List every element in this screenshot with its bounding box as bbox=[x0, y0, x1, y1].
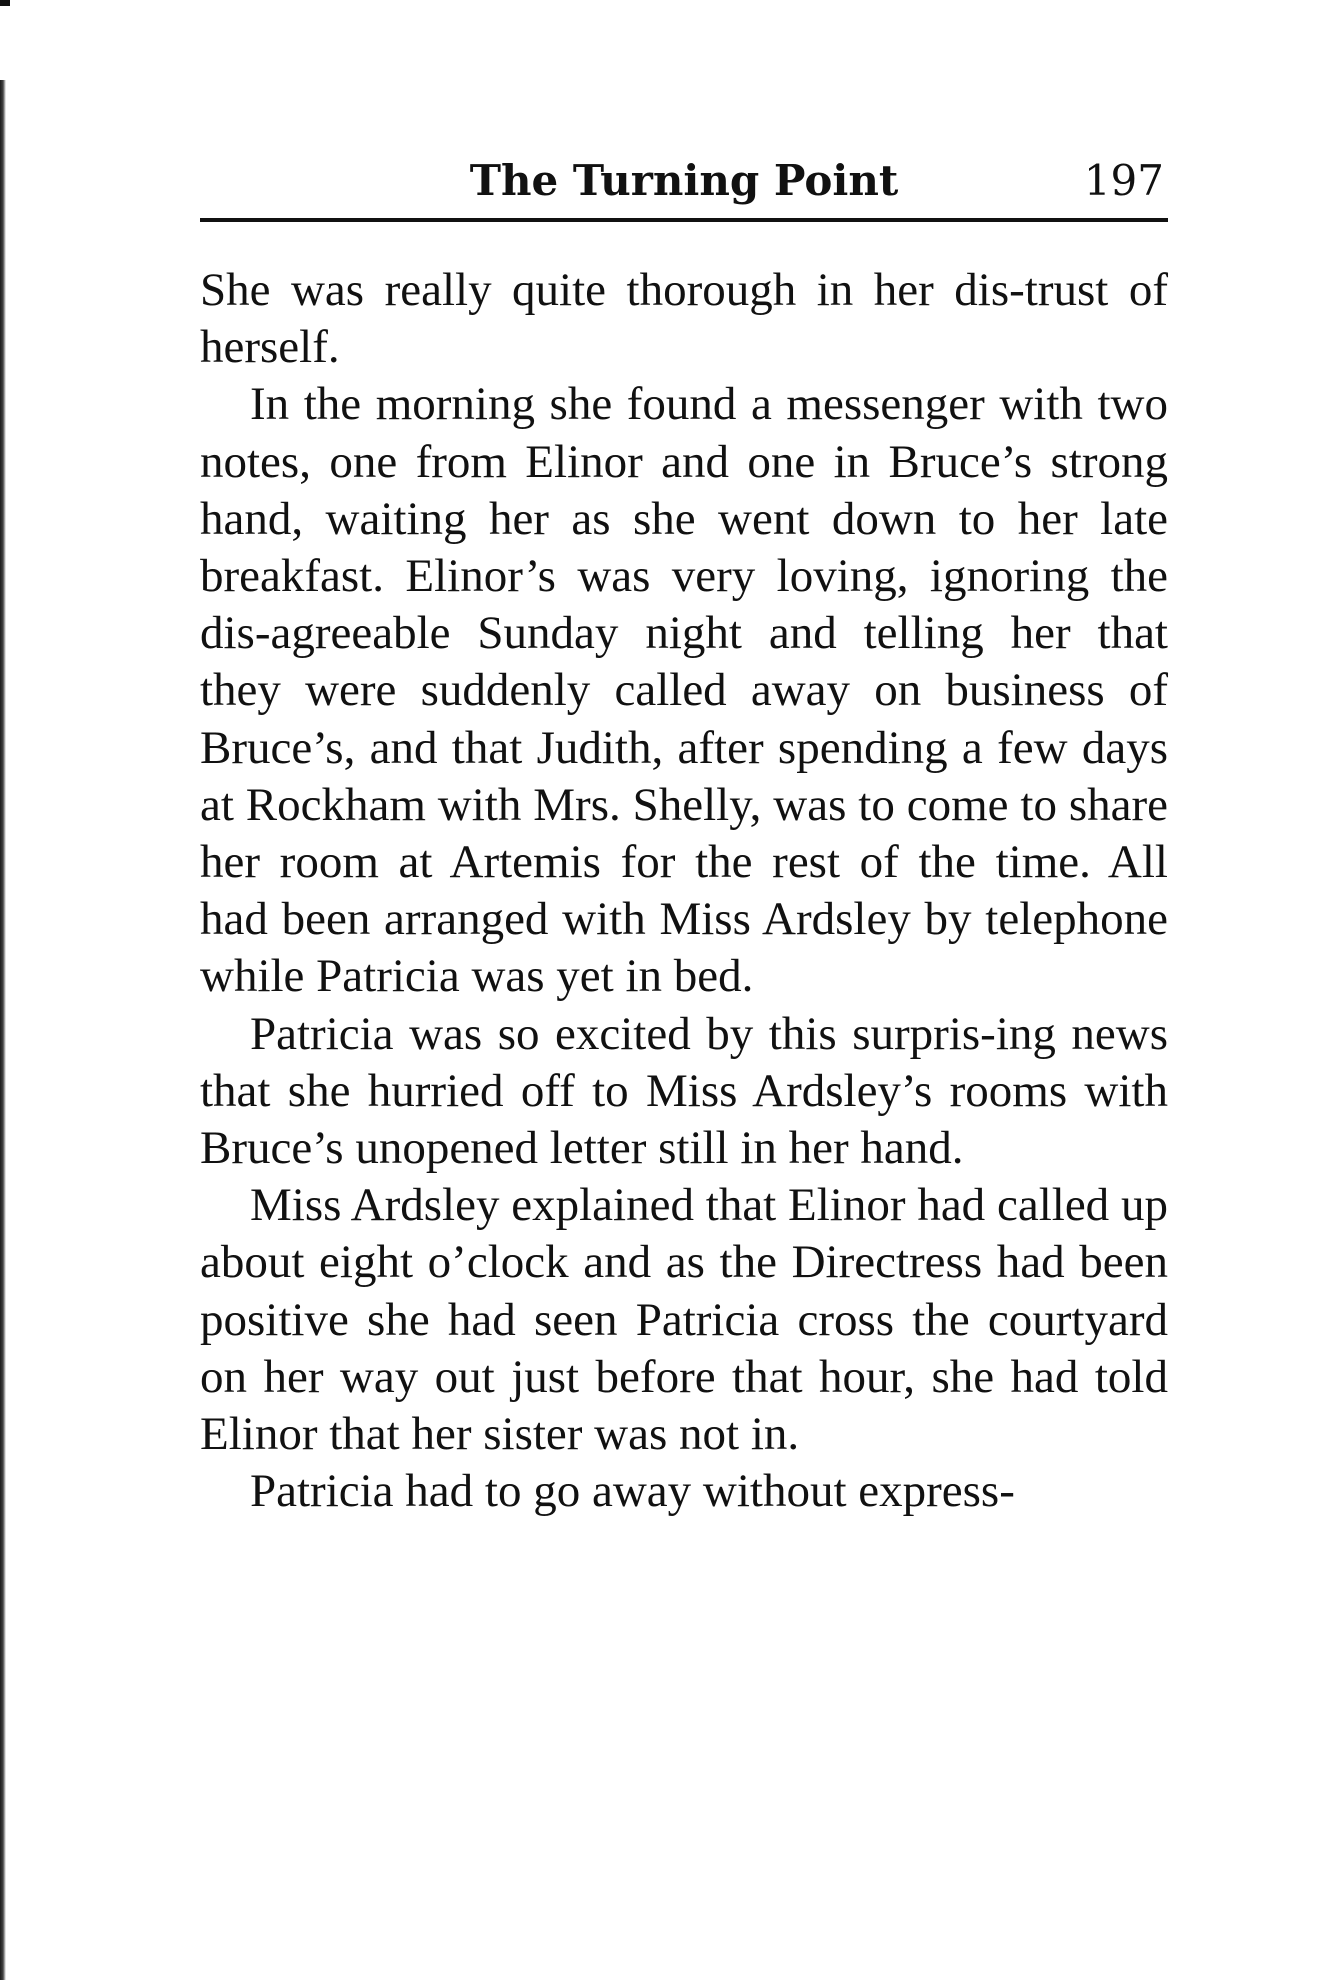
body-text bbox=[200, 262, 1168, 1520]
scan-corner-mark bbox=[0, 0, 10, 6]
book-page bbox=[200, 150, 1168, 1520]
paragraph: Patricia had to go away without express- bbox=[250, 1465, 1015, 1518]
chapter-title: The Turning Point bbox=[469, 156, 899, 205]
paragraph: Miss Ardsley explained that Elinor had called up about eight o’clock and as the Directress had been positive she had seen Patricia cross the courtyard on her way out just before that hour, she had told Elinor that her sister was not in. bbox=[200, 1179, 1168, 1461]
paragraph: Patricia was so excited by this surpris-ing news that she hurried off to Miss Ardsley’s rooms with Bruce’s unopened letter still in her hand. bbox=[200, 1007, 1168, 1175]
binding-edge-shadow bbox=[0, 80, 6, 1980]
paragraph: She was really quite thorough in her dis-trust of herself. bbox=[200, 264, 1168, 374]
running-head bbox=[200, 150, 1168, 212]
paragraph: In the morning she found a messenger with two notes, one from Elinor and one in Bruce’s strong hand, waiting her as she went down to her late breakfast. Elinor’s was very loving, ignoring the dis-agreeable Sunday night and telling her that they were suddenly called away on business of Bruce’s, and that Judith, after spending a few days at Rockham with Mrs. Shelly, was to come to share her room at Artemis for the rest of the time. All had been arranged with Miss Ardsley by telephone while Patricia was yet in bed. bbox=[200, 378, 1168, 1003]
header-rule bbox=[200, 218, 1168, 222]
page-number: 197 bbox=[1083, 156, 1164, 205]
